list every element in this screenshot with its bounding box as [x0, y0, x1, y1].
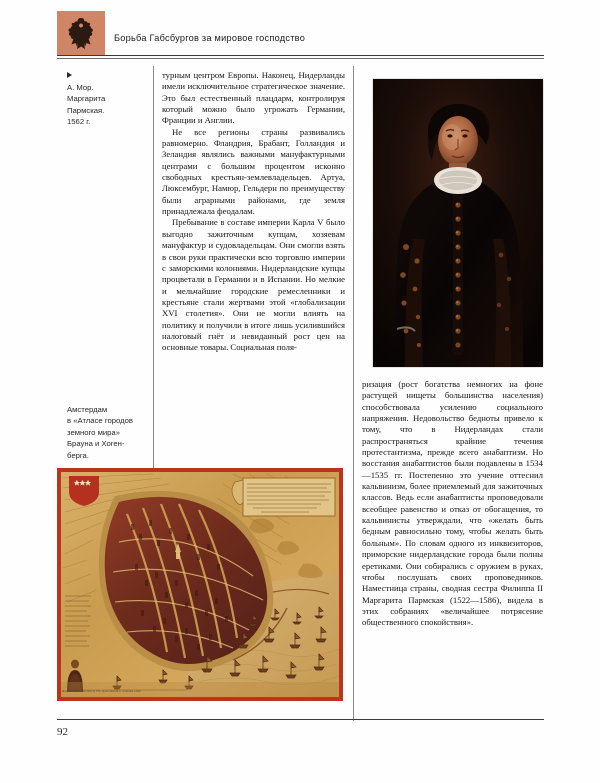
paragraph: турным центром Европы. Наконец, Нидерланды имели исключительное стратегическое значение. Это был естественный плацдарм, контролируя который можно было угрожать Германии, Франции и Англии.	[162, 70, 345, 126]
paragraph: Пребывание в составе империи Карла V было выгодно зажиточным купцам, хозяевам мануфактур и судовладельцам. Они смогли взять в свои руки практически всю торговлю империи с заморскими колониями. Нидерландские купцы процветали в Германии и в Испании. Но мелкие и мельчайшие городские ремесленники и крестьяне стали жертвами этой «глобализации XVI столетия». Они не могли влиять на политику и получили в итоге лишь усилившийся налоговый гнёт и невиданный рост цен на основные товары. Социальная поля-	[162, 217, 345, 353]
footer-divider	[57, 719, 544, 720]
body-column-middle	[162, 70, 345, 354]
triangle-marker-icon	[67, 72, 72, 78]
map-cartouche	[232, 478, 335, 516]
heraldic-eagle-emblem-icon	[57, 11, 105, 55]
page-header	[57, 11, 544, 55]
page-number: 92	[57, 726, 68, 738]
header-divider	[57, 55, 544, 59]
caption-map-text: Амстердам в «Атласе городов земного мира» Брауна и Хоген- берга.	[67, 405, 133, 460]
map-credit-line: Mire Cornelis of Erronim & The Jesuit Novum A. Colonius Liberi	[62, 690, 142, 693]
body-column-right	[362, 379, 543, 629]
paragraph: ризация (рост богатства немногих на фоне растущей нищеты большинства населения) способствовала усилению социального напряжения. Недовольство бедноты привело к тому, что в Нидерландах стали распространяться крайние течения протестантизма, прежде всего анабаптизм. Но восстания анабаптистов были подавлены в 1534—1535 гг. Постепенно это учение оттеснил кальвинизм, более приемлемый для зажиточных классов. Ведь если анабаптисты проповедовали всеобщее равенство и отказ от обогащения, то кальвинисты утверждали, что «желать быть бедным равносильно тому, чтобы желать быть больным». По словам одного из инквизиторов, приморские нидерландские города были полны еретиками. Они собирались с оружием в руках, чтобы послушать своих проповедников. Наместница страны, сводная сестра Филиппа II Маргарита Пармская (1522—1586), видела в этих собраниях «величайшее потрясение общественного спокойствия».	[362, 379, 543, 628]
margin-divider-left	[153, 66, 154, 471]
map-amsterdam-braun-hogenberg	[57, 468, 343, 701]
portrait-margaret-of-parma	[373, 79, 543, 367]
paragraph: Не все регионы страны развивались равномерно. Фландрия, Брабант, Голландия и Зеландия являлись важными мануфактурными центрами с большим процентом исконно свободных крестьян-землевладельцев. Артуа, Люксембург, Намюр, Гельдерн по преимуществу были аграрными районами, где земля принадлежала феодалам.	[162, 126, 345, 217]
caption-portrait-text: А. Мор. Маргарита Пармская. 1562 г.	[67, 83, 106, 127]
page-title: Борьба Габсбургов за мировое господство	[114, 33, 306, 43]
column-divider-lower	[353, 376, 354, 721]
caption-map	[67, 404, 149, 461]
caption-portrait	[67, 72, 149, 128]
